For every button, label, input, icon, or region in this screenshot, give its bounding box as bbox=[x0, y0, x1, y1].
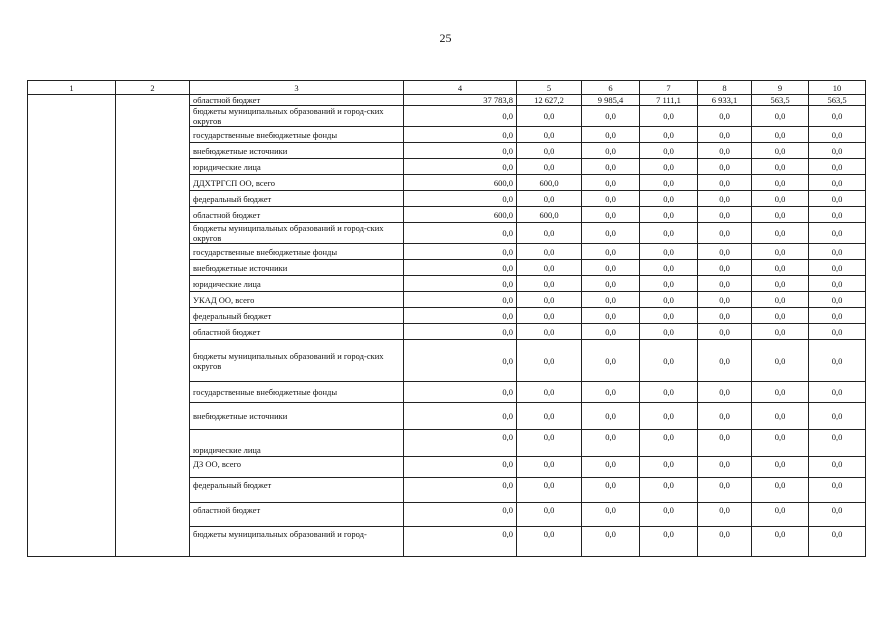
value-cell: 0,0 bbox=[752, 503, 809, 527]
value-cell: 0,0 bbox=[517, 127, 582, 143]
value-cell: 0,0 bbox=[640, 324, 698, 340]
value-cell: 0,0 bbox=[809, 340, 866, 382]
value-cell: 0,0 bbox=[404, 223, 517, 244]
row-label: юридические лица bbox=[190, 430, 404, 457]
value-cell: 600,0 bbox=[517, 207, 582, 223]
row-label: бюджеты муниципальных образований и город-ских округов bbox=[190, 340, 404, 382]
column-header: 6 bbox=[582, 81, 640, 95]
value-cell: 0,0 bbox=[582, 403, 640, 430]
value-cell: 0,0 bbox=[698, 308, 752, 324]
value-cell: 0,0 bbox=[809, 106, 866, 127]
value-cell: 0,0 bbox=[809, 143, 866, 159]
value-cell: 0,0 bbox=[752, 403, 809, 430]
value-cell: 0,0 bbox=[640, 457, 698, 478]
value-cell: 0,0 bbox=[752, 308, 809, 324]
value-cell: 0,0 bbox=[404, 292, 517, 308]
group-col-2-cell bbox=[116, 95, 190, 557]
value-cell: 0,0 bbox=[752, 527, 809, 557]
value-cell: 0,0 bbox=[752, 457, 809, 478]
value-cell: 0,0 bbox=[640, 403, 698, 430]
value-cell: 12 627,2 bbox=[517, 95, 582, 106]
value-cell: 37 783,8 bbox=[404, 95, 517, 106]
value-cell: 0,0 bbox=[809, 260, 866, 276]
row-label: внебюджетные источники bbox=[190, 143, 404, 159]
value-cell: 0,0 bbox=[698, 503, 752, 527]
value-cell: 0,0 bbox=[582, 292, 640, 308]
value-cell: 0,0 bbox=[698, 527, 752, 557]
value-cell: 0,0 bbox=[752, 478, 809, 503]
value-cell: 0,0 bbox=[404, 478, 517, 503]
value-cell: 0,0 bbox=[404, 340, 517, 382]
value-cell: 0,0 bbox=[809, 159, 866, 175]
value-cell: 0,0 bbox=[752, 244, 809, 260]
value-cell: 0,0 bbox=[698, 244, 752, 260]
value-cell: 0,0 bbox=[809, 478, 866, 503]
value-cell: 0,0 bbox=[698, 324, 752, 340]
value-cell: 0,0 bbox=[640, 527, 698, 557]
column-header: 1 bbox=[28, 81, 116, 95]
value-cell: 0,0 bbox=[809, 175, 866, 191]
value-cell: 0,0 bbox=[582, 276, 640, 292]
value-cell: 0,0 bbox=[517, 223, 582, 244]
value-cell: 0,0 bbox=[582, 503, 640, 527]
value-cell: 600,0 bbox=[404, 175, 517, 191]
column-header: 5 bbox=[517, 81, 582, 95]
value-cell: 0,0 bbox=[809, 276, 866, 292]
value-cell: 600,0 bbox=[404, 207, 517, 223]
value-cell: 0,0 bbox=[640, 159, 698, 175]
budget-table bbox=[27, 80, 866, 557]
value-cell: 0,0 bbox=[809, 223, 866, 244]
value-cell: 563,5 bbox=[752, 95, 809, 106]
row-label: областной бюджет bbox=[190, 95, 404, 106]
value-cell: 0,0 bbox=[809, 457, 866, 478]
value-cell: 0,0 bbox=[698, 340, 752, 382]
value-cell: 0,0 bbox=[404, 276, 517, 292]
row-label: ДДХТРГСП ОО, всего bbox=[190, 175, 404, 191]
value-cell: 0,0 bbox=[640, 244, 698, 260]
value-cell: 0,0 bbox=[404, 324, 517, 340]
value-cell: 0,0 bbox=[752, 260, 809, 276]
value-cell: 0,0 bbox=[809, 127, 866, 143]
value-cell: 0,0 bbox=[640, 276, 698, 292]
value-cell: 0,0 bbox=[809, 430, 866, 457]
value-cell: 0,0 bbox=[640, 430, 698, 457]
value-cell: 0,0 bbox=[698, 191, 752, 207]
value-cell: 0,0 bbox=[809, 324, 866, 340]
value-cell: 0,0 bbox=[517, 191, 582, 207]
column-header: 9 bbox=[752, 81, 809, 95]
value-cell: 0,0 bbox=[582, 260, 640, 276]
value-cell: 0,0 bbox=[582, 106, 640, 127]
value-cell: 0,0 bbox=[809, 308, 866, 324]
value-cell: 0,0 bbox=[698, 223, 752, 244]
value-cell: 0,0 bbox=[640, 478, 698, 503]
value-cell: 0,0 bbox=[640, 175, 698, 191]
value-cell: 0,0 bbox=[752, 382, 809, 403]
value-cell: 0,0 bbox=[582, 340, 640, 382]
value-cell: 0,0 bbox=[752, 292, 809, 308]
value-cell: 0,0 bbox=[517, 106, 582, 127]
value-cell: 0,0 bbox=[404, 457, 517, 478]
row-label: федеральный бюджет bbox=[190, 191, 404, 207]
value-cell: 0,0 bbox=[752, 430, 809, 457]
value-cell: 0,0 bbox=[809, 244, 866, 260]
table-body bbox=[28, 95, 866, 557]
value-cell: 0,0 bbox=[517, 276, 582, 292]
page-number: 25 bbox=[439, 31, 452, 45]
value-cell: 0,0 bbox=[582, 478, 640, 503]
value-cell: 0,0 bbox=[582, 191, 640, 207]
column-header: 4 bbox=[404, 81, 517, 95]
value-cell: 6 933,1 bbox=[698, 95, 752, 106]
value-cell: 0,0 bbox=[517, 340, 582, 382]
value-cell: 0,0 bbox=[809, 382, 866, 403]
value-cell: 0,0 bbox=[640, 191, 698, 207]
value-cell: 0,0 bbox=[404, 403, 517, 430]
group-col-1-cell bbox=[28, 95, 116, 557]
value-cell: 0,0 bbox=[404, 191, 517, 207]
value-cell: 0,0 bbox=[404, 127, 517, 143]
value-cell: 0,0 bbox=[640, 223, 698, 244]
value-cell: 0,0 bbox=[582, 159, 640, 175]
value-cell: 0,0 bbox=[404, 143, 517, 159]
value-cell: 0,0 bbox=[517, 527, 582, 557]
value-cell: 0,0 bbox=[640, 292, 698, 308]
value-cell: 0,0 bbox=[752, 127, 809, 143]
value-cell: 0,0 bbox=[582, 223, 640, 244]
value-cell: 0,0 bbox=[517, 382, 582, 403]
value-cell: 0,0 bbox=[698, 127, 752, 143]
value-cell: 0,0 bbox=[640, 260, 698, 276]
value-cell: 0,0 bbox=[517, 308, 582, 324]
value-cell: 0,0 bbox=[640, 308, 698, 324]
row-label: государственные внебюджетные фонды bbox=[190, 127, 404, 143]
row-label: УКАД ОО, всего bbox=[190, 292, 404, 308]
value-cell: 0,0 bbox=[517, 478, 582, 503]
value-cell: 0,0 bbox=[404, 260, 517, 276]
value-cell: 9 985,4 bbox=[582, 95, 640, 106]
value-cell: 0,0 bbox=[517, 430, 582, 457]
value-cell: 0,0 bbox=[582, 244, 640, 260]
value-cell: 0,0 bbox=[809, 191, 866, 207]
value-cell: 0,0 bbox=[404, 244, 517, 260]
value-cell: 0,0 bbox=[640, 382, 698, 403]
value-cell: 0,0 bbox=[698, 430, 752, 457]
value-cell: 0,0 bbox=[517, 159, 582, 175]
value-cell: 0,0 bbox=[698, 382, 752, 403]
column-header: 7 bbox=[640, 81, 698, 95]
value-cell: 0,0 bbox=[698, 478, 752, 503]
value-cell: 0,0 bbox=[752, 106, 809, 127]
table-row bbox=[28, 95, 866, 106]
value-cell: 0,0 bbox=[404, 430, 517, 457]
value-cell: 0,0 bbox=[404, 308, 517, 324]
value-cell: 0,0 bbox=[582, 127, 640, 143]
value-cell: 0,0 bbox=[698, 159, 752, 175]
value-cell: 0,0 bbox=[809, 207, 866, 223]
row-label: юридические лица bbox=[190, 159, 404, 175]
column-header: 3 bbox=[190, 81, 404, 95]
value-cell: 0,0 bbox=[698, 175, 752, 191]
value-cell: 0,0 bbox=[752, 276, 809, 292]
value-cell: 0,0 bbox=[582, 143, 640, 159]
value-cell: 0,0 bbox=[640, 207, 698, 223]
value-cell: 563,5 bbox=[809, 95, 866, 106]
value-cell: 0,0 bbox=[640, 340, 698, 382]
row-label: бюджеты муниципальных образований и город- bbox=[190, 527, 404, 557]
row-label: государственные внебюджетные фонды bbox=[190, 382, 404, 403]
column-number-row bbox=[28, 81, 866, 95]
value-cell: 0,0 bbox=[404, 382, 517, 403]
value-cell: 0,0 bbox=[752, 175, 809, 191]
row-label: областной бюджет bbox=[190, 324, 404, 340]
value-cell: 0,0 bbox=[640, 503, 698, 527]
value-cell: 0,0 bbox=[809, 527, 866, 557]
column-header: 2 bbox=[116, 81, 190, 95]
value-cell: 0,0 bbox=[582, 382, 640, 403]
value-cell: 0,0 bbox=[404, 159, 517, 175]
value-cell: 0,0 bbox=[698, 207, 752, 223]
value-cell: 600,0 bbox=[517, 175, 582, 191]
value-cell: 0,0 bbox=[698, 106, 752, 127]
value-cell: 7 111,1 bbox=[640, 95, 698, 106]
value-cell: 0,0 bbox=[809, 403, 866, 430]
value-cell: 0,0 bbox=[582, 430, 640, 457]
value-cell: 0,0 bbox=[698, 260, 752, 276]
row-label: федеральный бюджет bbox=[190, 308, 404, 324]
column-header: 8 bbox=[698, 81, 752, 95]
value-cell: 0,0 bbox=[517, 457, 582, 478]
value-cell: 0,0 bbox=[582, 457, 640, 478]
value-cell: 0,0 bbox=[582, 175, 640, 191]
value-cell: 0,0 bbox=[752, 324, 809, 340]
value-cell: 0,0 bbox=[698, 292, 752, 308]
value-cell: 0,0 bbox=[752, 159, 809, 175]
value-cell: 0,0 bbox=[752, 207, 809, 223]
value-cell: 0,0 bbox=[517, 324, 582, 340]
value-cell: 0,0 bbox=[640, 143, 698, 159]
value-cell: 0,0 bbox=[517, 244, 582, 260]
value-cell: 0,0 bbox=[752, 191, 809, 207]
value-cell: 0,0 bbox=[517, 403, 582, 430]
value-cell: 0,0 bbox=[582, 527, 640, 557]
value-cell: 0,0 bbox=[752, 340, 809, 382]
value-cell: 0,0 bbox=[698, 457, 752, 478]
column-header: 10 bbox=[809, 81, 866, 95]
row-label: бюджеты муниципальных образований и город-ских округов bbox=[190, 223, 404, 244]
row-label: областной бюджет bbox=[190, 503, 404, 527]
value-cell: 0,0 bbox=[809, 292, 866, 308]
value-cell: 0,0 bbox=[809, 503, 866, 527]
row-label: юридические лица bbox=[190, 276, 404, 292]
value-cell: 0,0 bbox=[698, 276, 752, 292]
value-cell: 0,0 bbox=[517, 260, 582, 276]
row-label: бюджеты муниципальных образований и город-ских округов bbox=[190, 106, 404, 127]
value-cell: 0,0 bbox=[517, 143, 582, 159]
row-label: областной бюджет bbox=[190, 207, 404, 223]
value-cell: 0,0 bbox=[698, 403, 752, 430]
value-cell: 0,0 bbox=[404, 527, 517, 557]
value-cell: 0,0 bbox=[582, 308, 640, 324]
value-cell: 0,0 bbox=[640, 127, 698, 143]
row-label: государственные внебюджетные фонды bbox=[190, 244, 404, 260]
row-label: внебюджетные источники bbox=[190, 403, 404, 430]
row-label: внебюджетные источники bbox=[190, 260, 404, 276]
row-label: ДЗ ОО, всего bbox=[190, 457, 404, 478]
row-label: федеральный бюджет bbox=[190, 478, 404, 503]
value-cell: 0,0 bbox=[582, 207, 640, 223]
value-cell: 0,0 bbox=[517, 292, 582, 308]
value-cell: 0,0 bbox=[698, 143, 752, 159]
value-cell: 0,0 bbox=[752, 223, 809, 244]
value-cell: 0,0 bbox=[640, 106, 698, 127]
value-cell: 0,0 bbox=[517, 503, 582, 527]
value-cell: 0,0 bbox=[404, 106, 517, 127]
value-cell: 0,0 bbox=[752, 143, 809, 159]
value-cell: 0,0 bbox=[582, 324, 640, 340]
value-cell: 0,0 bbox=[404, 503, 517, 527]
